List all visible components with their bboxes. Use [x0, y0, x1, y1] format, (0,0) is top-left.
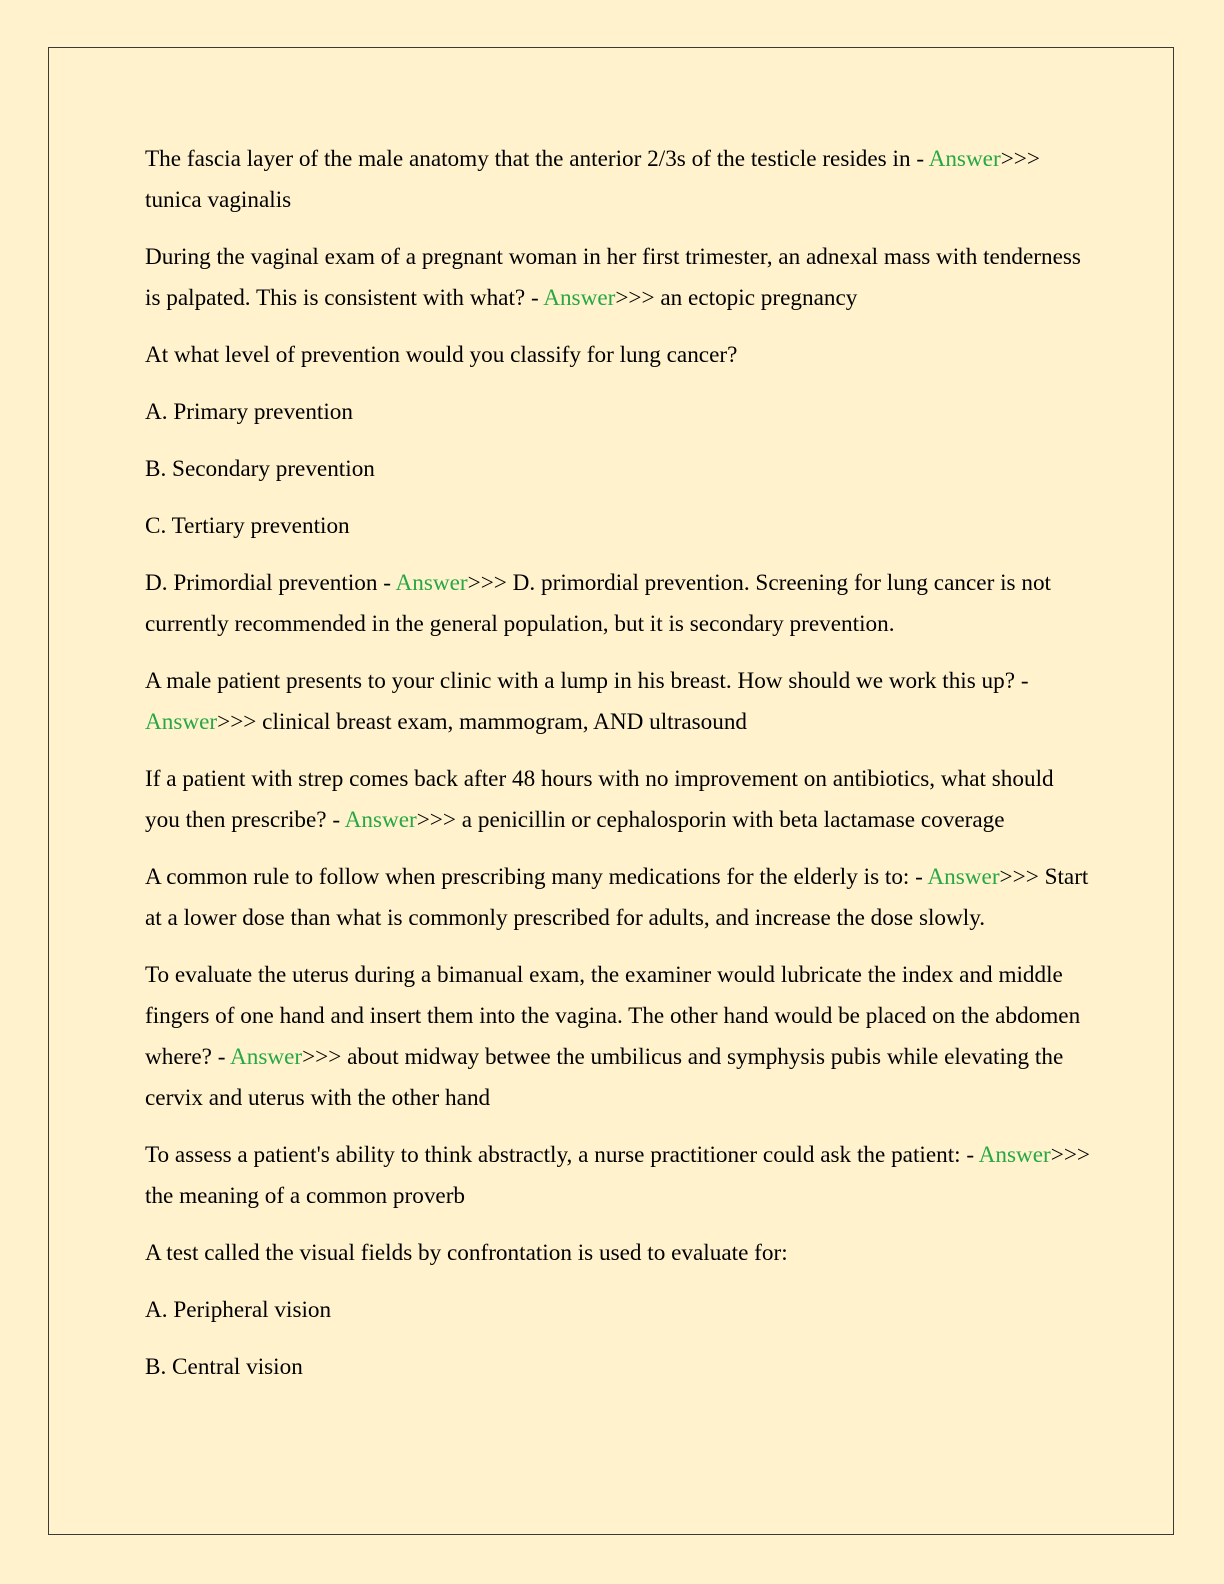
question-text: A common rule to follow when prescribing many medications for the elderly is to: -: [145, 864, 928, 890]
question-text: A. Peripheral vision: [145, 1297, 332, 1323]
qa-paragraph: [145, 661, 1090, 743]
answer-text: >>> a penicillin or cephalosporin with beta lactamase coverage: [416, 807, 1005, 833]
answer-label: Answer: [395, 570, 468, 596]
question-text: C. Tertiary prevention: [145, 513, 350, 539]
question-paragraph: [145, 506, 1090, 547]
answer-label: Answer: [543, 285, 616, 311]
qa-paragraph: [145, 759, 1090, 841]
question-text: A male patient presents to your clinic with a lump in his breast. How should we work this up? -: [145, 668, 1029, 694]
question-text: To evaluate the uterus during a bimanual exam, the examiner would lubricate the index and middle fingers of one hand and insert them into the vagina. The other hand would be placed on the abdomen where? -: [145, 962, 1081, 1070]
question-text: To assess a patient's ability to think abstractly, a nurse practitioner could ask the patient: -: [145, 1142, 979, 1168]
qa-paragraph: [145, 1135, 1090, 1217]
qa-paragraph: [145, 955, 1090, 1119]
question-text: The fascia layer of the male anatomy that the anterior 2/3s of the testicle resides in -: [145, 146, 929, 172]
question-text: B. Secondary prevention: [145, 456, 375, 482]
answer-text: >>> clinical breast exam, mammogram, AND ultrasound: [217, 709, 748, 735]
question-text: A. Primary prevention: [145, 399, 353, 425]
qa-paragraph: [145, 857, 1090, 939]
answer-text: >>> the meaning of a common proverb: [145, 1142, 1091, 1209]
question-text: During the vaginal exam of a pregnant woman in her first trimester, an adnexal mass with tenderness is palpated. This is consistent with what? -: [145, 244, 1081, 311]
answer-text: >>> an ectopic pregnancy: [615, 285, 858, 311]
answer-label: Answer: [928, 146, 1001, 172]
answer-text: >>> about midway betwee the umbilicus and symphysis pubis while elevating the cervix and uterus with the other hand: [145, 1044, 1064, 1111]
answer-label: Answer: [344, 807, 417, 833]
question-text: At what level of prevention would you classify for lung cancer?: [145, 342, 738, 368]
question-text: If a patient with strep comes back after 48 hours with no improvement on antibiotics, what should you then prescribe? -: [145, 766, 1054, 833]
question-paragraph: [145, 335, 1090, 376]
qa-paragraph: [145, 237, 1090, 319]
question-paragraph: [145, 1347, 1090, 1388]
question-paragraph: [145, 1233, 1090, 1274]
question-text: B. Central vision: [145, 1354, 303, 1380]
answer-label: Answer: [927, 864, 1000, 890]
answer-label: Answer: [978, 1142, 1051, 1168]
answer-label: Answer: [145, 709, 218, 735]
question-text: A test called the visual fields by confrontation is used to evaluate for:: [145, 1240, 788, 1266]
answer-text: >>> D. primordial prevention. Screening for lung cancer is not currently recommended in the general population, but it is secondary prevention.: [145, 570, 1051, 637]
question-paragraph: [145, 392, 1090, 433]
answer-text: >>> Start at a lower dose than what is commonly prescribed for adults, and increase the dose slowly.: [145, 864, 1089, 931]
document-body: [145, 139, 1090, 1404]
qa-paragraph: [145, 563, 1090, 645]
answer-label: Answer: [229, 1044, 303, 1070]
question-paragraph: [145, 1290, 1090, 1331]
question-paragraph: [145, 449, 1090, 490]
qa-paragraph: [145, 139, 1090, 221]
answer-text: >>> tunica vaginalis: [145, 146, 1040, 213]
question-text: D. Primordial prevention -: [145, 570, 396, 596]
